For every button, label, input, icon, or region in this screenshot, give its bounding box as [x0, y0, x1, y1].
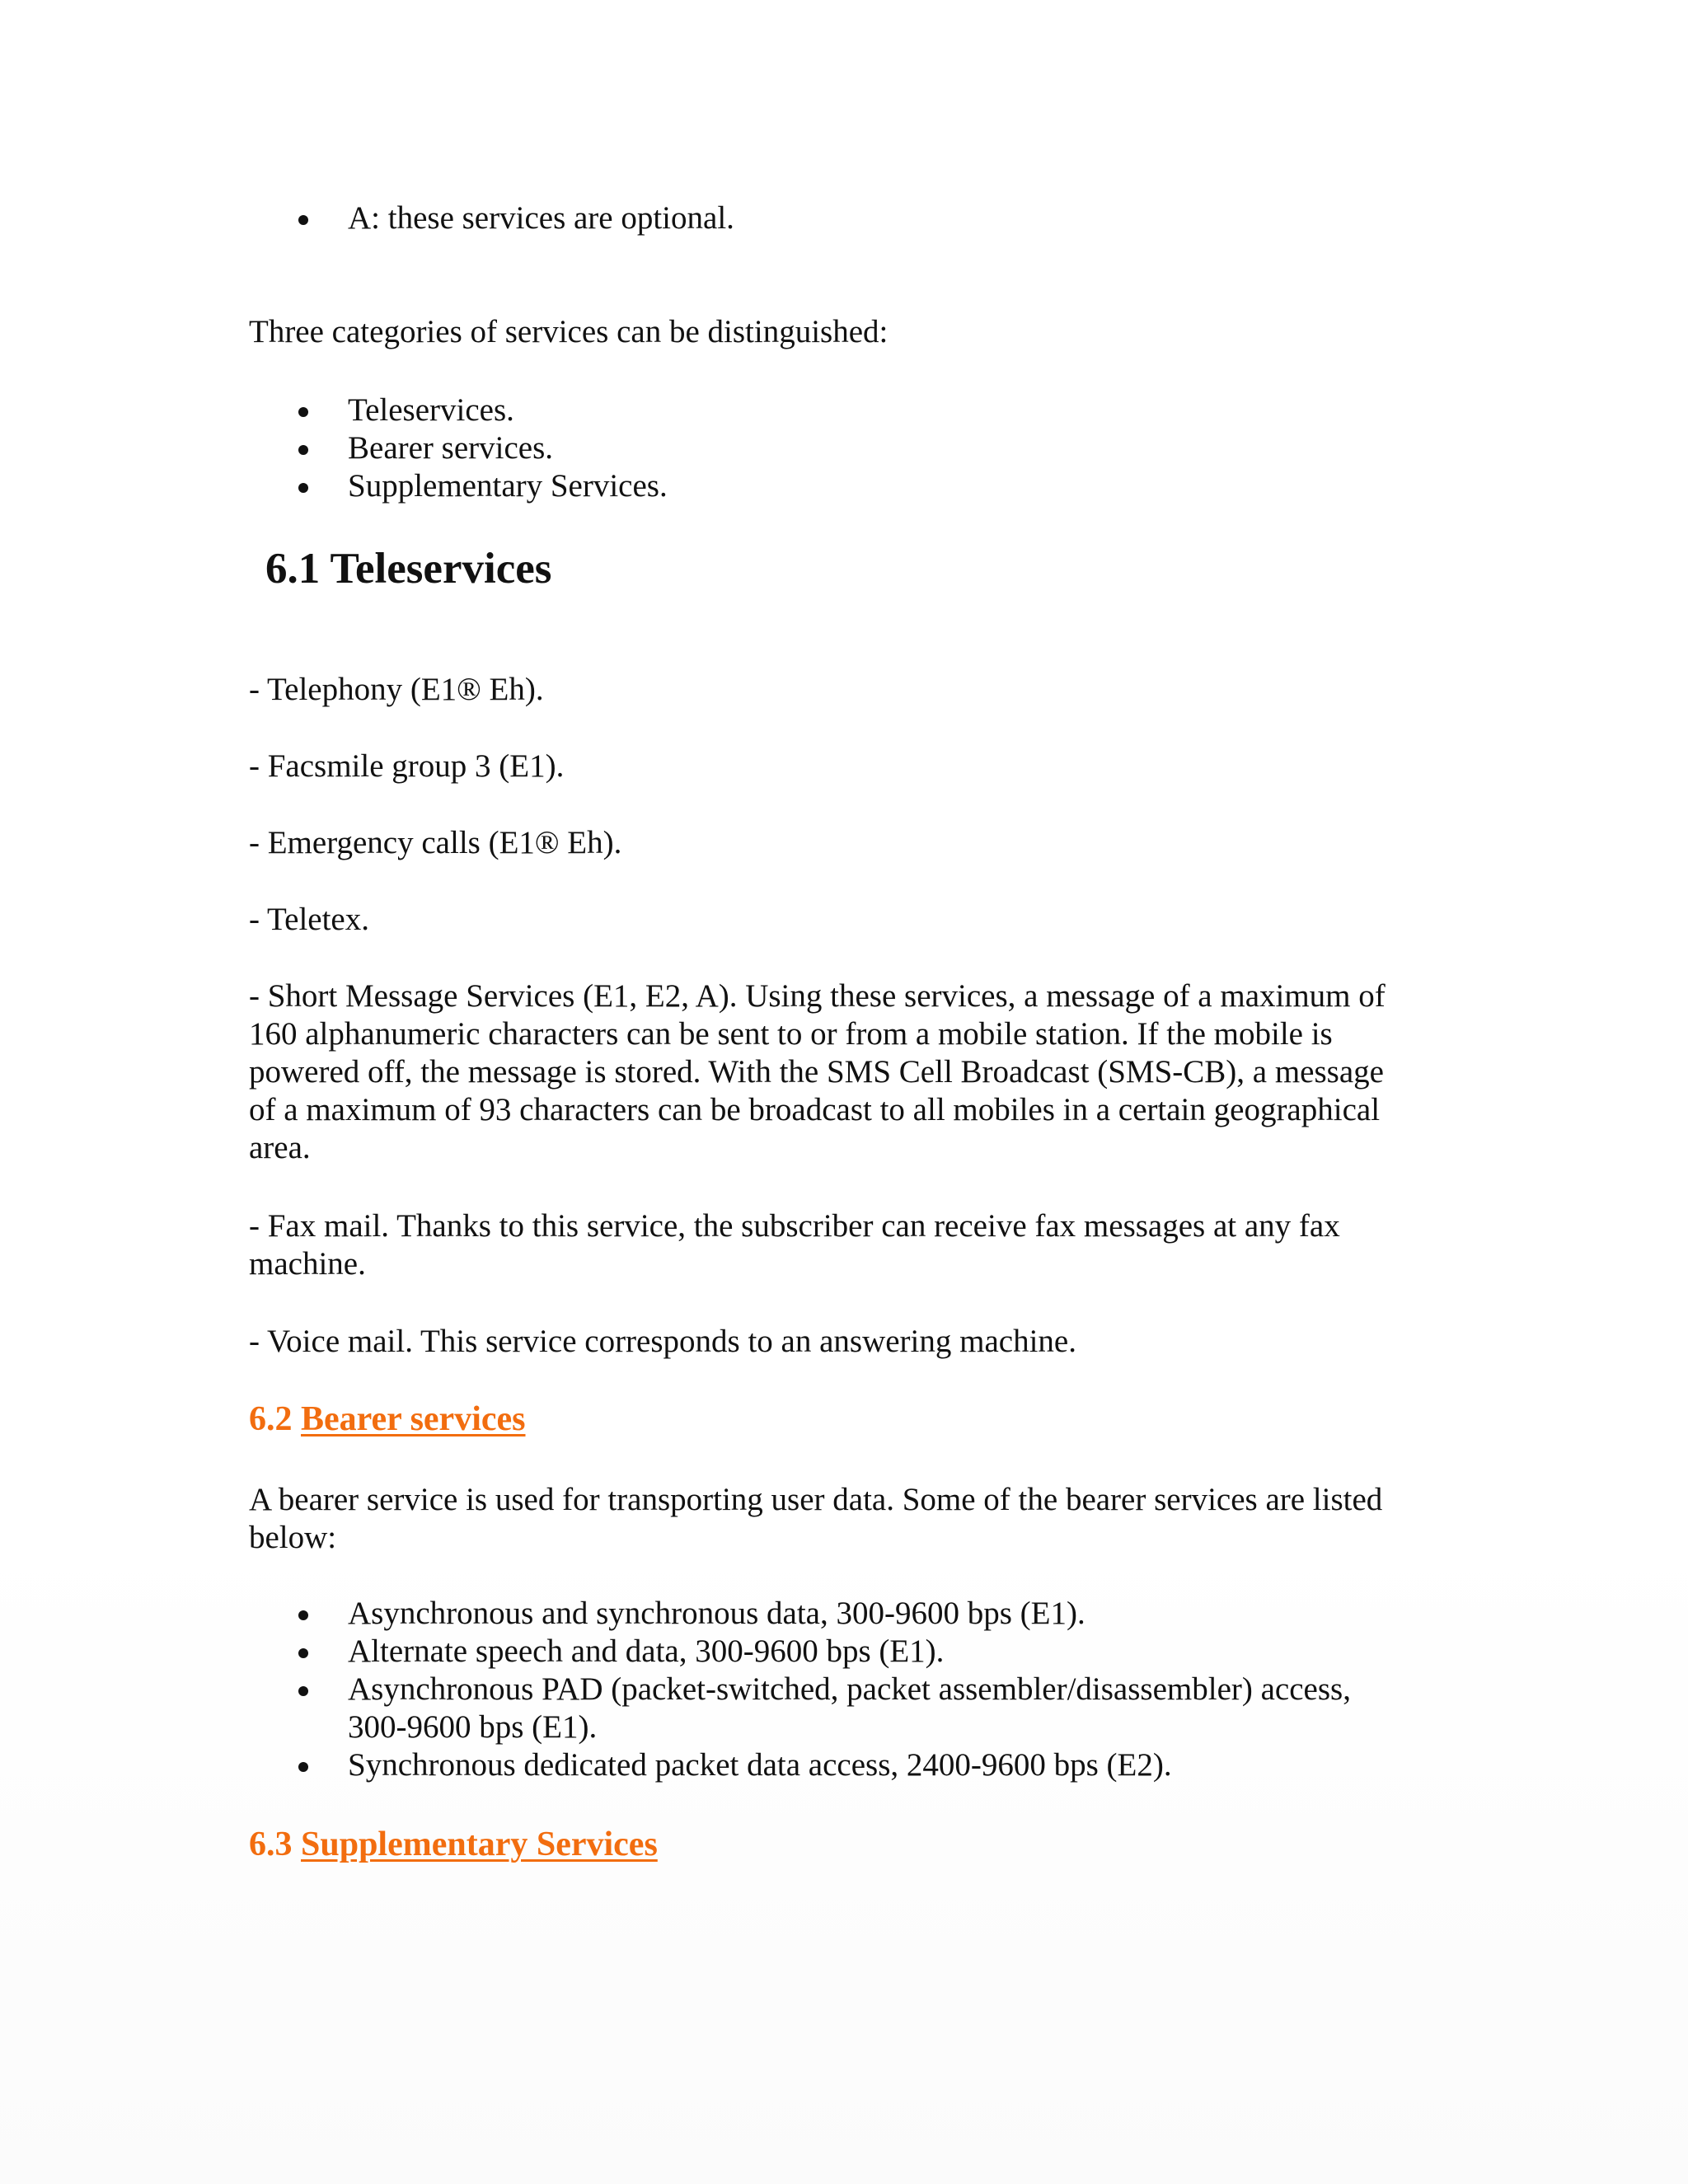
- teleservice-item: - Telephony (E1® Eh).: [249, 672, 544, 707]
- list-item: Alternate speech and data, 300-9600 bps (E1).: [0, 1633, 1351, 1671]
- list-item: Synchronous dedicated packet data access, 2400-9600 bps (E2).: [0, 1746, 1351, 1784]
- bearer-services-link[interactable]: Bearer services: [301, 1400, 526, 1438]
- bearer-bullet-list: [0, 1595, 1351, 1784]
- optional-bullet-list: [0, 199, 734, 237]
- bearer-intro-paragraph: A bearer service is used for transporting user data. Some of the bearer services are listed below:: [249, 1482, 1383, 1555]
- list-item: Asynchronous PAD (packet-switched, packet assembler/disassembler) access, 300-9600 bps (E1).: [0, 1671, 1351, 1746]
- list-item: Asynchronous and synchronous data, 300-9600 bps (E1).: [0, 1595, 1351, 1633]
- fax-mail-paragraph: - Fax mail. Thanks to this service, the subscriber can receive fax messages at any fax machine.: [249, 1208, 1340, 1282]
- list-item: Bearer services.: [0, 429, 668, 467]
- teleservice-item: - Emergency calls (E1® Eh).: [249, 825, 622, 860]
- list-item: Supplementary Services.: [0, 467, 668, 505]
- bullet-icon: [298, 1762, 308, 1772]
- supplementary-services-link[interactable]: Supplementary Services: [301, 1825, 658, 1863]
- bullet-icon: [298, 1686, 308, 1696]
- teleservice-item: - Teletex.: [249, 902, 369, 937]
- sms-paragraph: - Short Message Services (E1, E2, A). Using these services, a message of a maximum of 160 alphanumeric characters can be sent to or from a mobile station. If the mobile is powered off, the message is stored. With the SMS Cell Broadcast (SMS-CB), a message of a maximum of 93 characters can be broadcast to all mobiles in a certain geographical area.: [249, 978, 1386, 1165]
- list-item: A: these services are optional.: [0, 199, 734, 237]
- section-heading-supplementary-services: 6.3 Supplementary Services: [249, 1825, 658, 1863]
- bullet-icon: [298, 407, 308, 417]
- bullet-icon: [298, 1648, 308, 1658]
- bullet-icon: [298, 215, 308, 225]
- bullet-icon: [298, 445, 308, 455]
- section-heading-bearer-services: 6.2 Bearer services: [249, 1400, 526, 1438]
- bullet-icon: [298, 483, 308, 493]
- section-heading-teleservices: 6.1 Teleservices: [265, 545, 552, 593]
- intro-paragraph: Three categories of services can be distinguished:: [249, 314, 889, 349]
- bullet-icon: [298, 1610, 308, 1620]
- category-bullet-list: [0, 391, 668, 505]
- teleservice-item: - Facsmile group 3 (E1).: [249, 748, 565, 784]
- voice-mail-paragraph: - Voice mail. This service corresponds to an answering machine.: [249, 1324, 1076, 1359]
- list-item: Teleservices.: [0, 391, 668, 429]
